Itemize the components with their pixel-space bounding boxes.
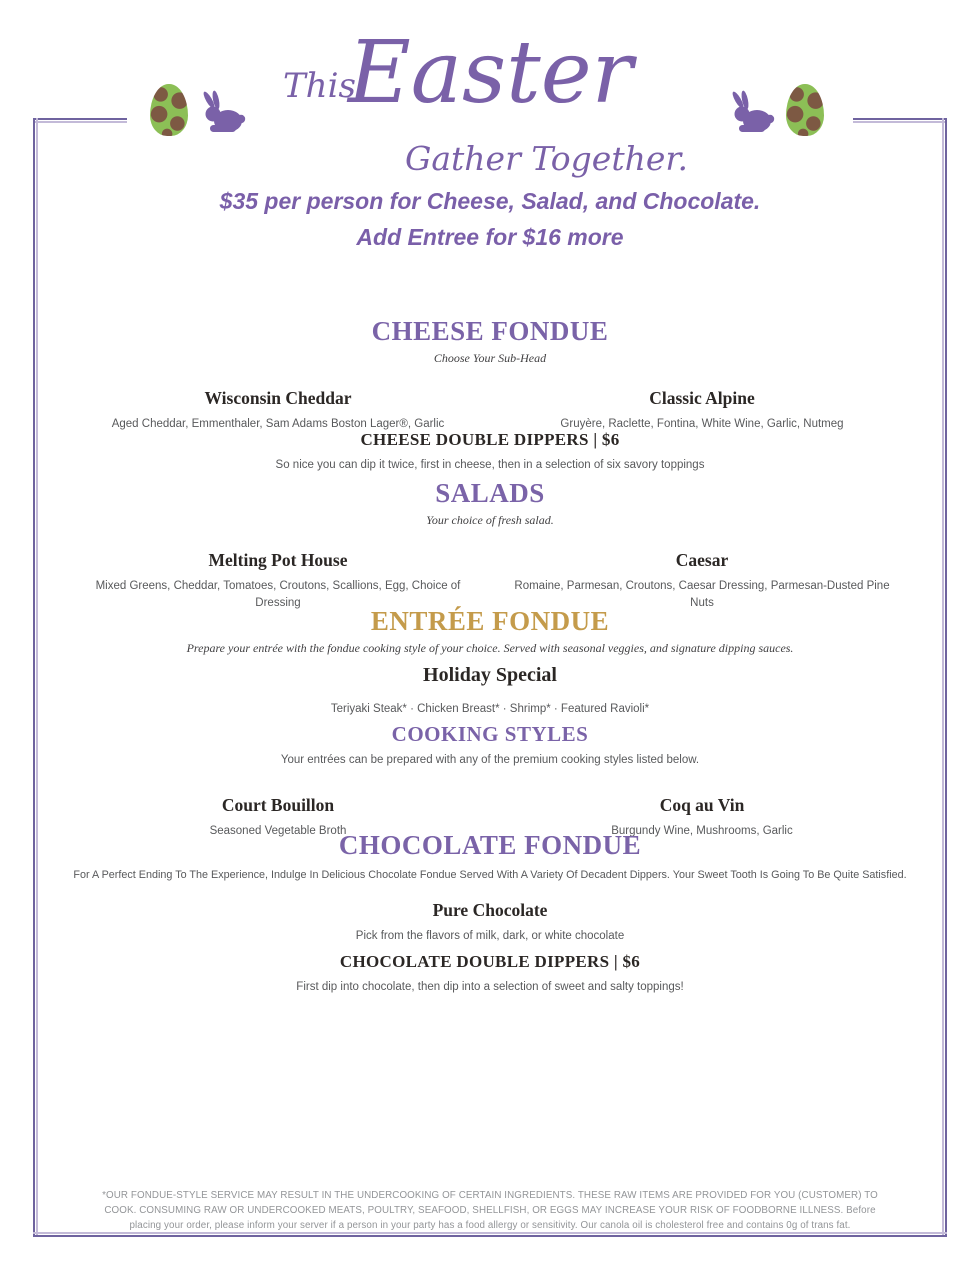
frame-top-left-line (33, 118, 127, 120)
bunny-icon (731, 88, 775, 138)
header-this-word: This (283, 66, 356, 106)
frame-top-right-line (853, 118, 947, 120)
section-cheese-fondue (40, 316, 940, 433)
frame-left-line (33, 118, 35, 1237)
footer-disclaimer: *OUR FONDUE-STYLE SERVICE MAY RESULT IN THE UNDERCOOKING OF CERTAIN INGREDIENTS. THESE RAW ITEMS ARE PROVIDED FOR YOU (CUSTOMER) TO COOK. CONSUMING RAW OR UNDERCOOKED MEATS, POULTRY, SEAFOOD, SHELLFISH, OR EGGS MAY INCREASE YOUR RISK OF FOODBORNE ILLNESS. Before placing your order, please inform your server if a person in your party has a food allergy or sensitivity. Our canola oil is cholesterol free and contains 0g of trans fat. (102, 1190, 878, 1232)
menu-item (514, 388, 890, 433)
chocolate-double-dippers (40, 952, 940, 996)
item-name: Caesar (675, 550, 729, 570)
pure-chocolate (40, 900, 940, 945)
section-cooking-styles (40, 722, 940, 839)
chocolate-section-subhead: For A Perfect Ending To The Experience, Indulge In Delicious Chocolate Fondue Served With A Variety Of Decadent Dippers. Your Sweet Tooth Is Going To Be Quite Satisfied. (73, 869, 907, 881)
item-name: Pure Chocolate (432, 900, 548, 920)
menu-item (90, 388, 466, 433)
item-name: Coq au Vin (659, 794, 745, 815)
item-description: Seasoned Vegetable Broth (209, 824, 347, 837)
special-name: Holiday Special (423, 664, 557, 686)
easter-egg-icon (150, 84, 188, 136)
cooking-styles-subhead: Your entrées can be prepared with any of the premium cooking styles listed below. (280, 754, 700, 766)
entree-section-subhead: Prepare your entrée with the fondue cooking style of your choice. Served with seasonal veggies, and signature dipping sauces. (186, 641, 794, 655)
item-name: Melting Pot House (208, 550, 348, 570)
item-description: Romaine, Parmesan, Croutons, Caesar Dressing, Parmesan-Dusted Pine Nuts (514, 580, 890, 609)
frame-right-line (945, 118, 947, 1237)
item-description: Burgundy Wine, Mushrooms, Garlic (611, 824, 793, 837)
cooking-styles-title: COOKING STYLES (391, 722, 589, 746)
holiday-special (40, 664, 940, 718)
chocolate-section-title: CHOCOLATE FONDUE (338, 830, 642, 860)
item-name: Classic Alpine (649, 388, 755, 408)
feature-name: CHOCOLATE DOUBLE DIPPERS | $6 (339, 952, 641, 971)
item-description: Aged Cheddar, Emmenthaler, Sam Adams Boston Lager®, Garlic (111, 418, 445, 430)
cheese-section-title: CHEESE FONDUE (371, 316, 609, 346)
special-description: Teriyaki Steak* · Chicken Breast* · Shrimp* · Featured Ravioli* (330, 703, 650, 715)
cheese-section-subhead: Choose Your Sub-Head (433, 351, 547, 365)
menu-item (90, 550, 466, 611)
item-name: Court Bouillon (221, 794, 335, 815)
salads-section-title: SALADS (435, 478, 545, 508)
salads-section-subhead: Your choice of fresh salad. (426, 513, 554, 527)
item-description: Mixed Greens, Cheddar, Tomatoes, Croutons, Scallions, Egg, Choice of Dressing (95, 580, 461, 609)
menu-item (514, 550, 890, 611)
header-price-line2: Add Entree for $16 more (356, 224, 624, 250)
header-easter-word: Easter (348, 23, 633, 123)
entree-section-title: ENTRÉE FONDUE (370, 606, 610, 636)
frame-bottom-line (33, 1235, 947, 1237)
item-name: Wisconsin Cheddar (204, 388, 352, 408)
header-price-line1: $35 per person for Cheese, Salad, and Chocolate. (219, 188, 761, 214)
section-entree-fondue (40, 606, 940, 656)
item-description: Pick from the flavors of milk, dark, or white chocolate (355, 930, 625, 942)
easter-egg-icon (786, 84, 824, 136)
header-gather-line: Gather Together. (405, 139, 688, 178)
feature-description: So nice you can dip it twice, first in cheese, then in a selection of six savory toppings (275, 459, 705, 471)
cheese-items-row (90, 388, 890, 433)
section-salads (40, 478, 940, 611)
item-description: Gruyère, Raclette, Fontina, White Wine, Garlic, Nutmeg (560, 418, 844, 430)
feature-description: First dip into chocolate, then dip into a selection of sweet and salty toppings! (296, 981, 684, 993)
cheese-double-dippers (40, 430, 940, 474)
section-chocolate-fondue (40, 830, 940, 883)
salads-items-row (90, 550, 890, 611)
bunny-icon (202, 88, 246, 138)
feature-name: CHEESE DOUBLE DIPPERS | $6 (360, 430, 620, 449)
